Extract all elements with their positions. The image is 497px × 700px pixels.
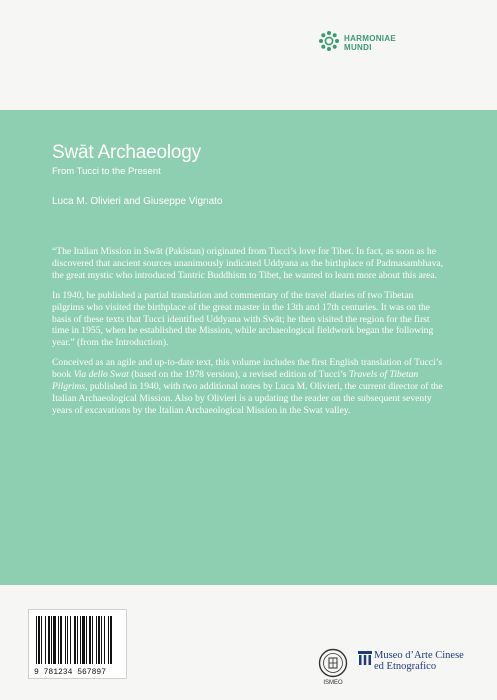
- barcode-bar: [51, 616, 52, 664]
- museum-name-line2: ed Etnografico: [374, 661, 437, 672]
- barcode-bar: [98, 616, 100, 664]
- barcode-bar: [89, 616, 91, 664]
- ismeo-logo: [318, 648, 348, 692]
- barcode-bar: [86, 616, 87, 664]
- barcode-bar: [58, 616, 59, 664]
- barcode-bar: [96, 616, 97, 664]
- book-subtitle: From Tucci to the Present: [52, 166, 161, 177]
- blurb-text: Conceived as an agile and up-to-date text, this volume includes the first English translation of Tucci’s book: [52, 357, 443, 381]
- publisher-name: [344, 34, 396, 52]
- barcode-bars: [35, 616, 123, 666]
- museum-icon: [358, 651, 372, 665]
- barcode-bar: [108, 616, 109, 664]
- barcode-bar: [70, 616, 71, 664]
- harmoniae-mundi-logo-icon: [318, 30, 340, 52]
- barcode-bar: [65, 616, 66, 664]
- ismeo-label: ISMEO: [323, 680, 343, 686]
- barcode-bar: [38, 616, 40, 664]
- barcode-bar: [45, 616, 46, 664]
- publisher-name-line2: MUNDI: [344, 43, 372, 52]
- blurb-text: , published in 1940, with two additional notes by Luca M. Olivieri, the current director of the Italian Archaeological Mission. Also by Olivieri is a updating the reader on the subsequent seventy years of excavations by the Italian Archaeological Mission in the Swat valley.: [52, 381, 443, 416]
- isbn-digits: 9 781234 567897: [34, 668, 107, 677]
- museum-logo: [358, 650, 478, 686]
- barcode-bar: [77, 616, 78, 664]
- ismeo-seal-icon: [318, 648, 348, 678]
- barcode-bar: [110, 616, 112, 664]
- barcode-bar: [53, 616, 56, 664]
- isbn-barcode: [28, 609, 127, 679]
- blurb-paragraph-2: In 1940, he published a partial translation and commentary of the travel diaries of two Tibetan pilgrims who visited the birthplace of the great master in the 13th and 17th centuries. It was on the basis of these texts that Tucci identified Uddyana with Swāt; he then visited the region for the first time in 1955, when he established the Mission, while archaeological fieldwork began the following year.” (from the Introduction).: [52, 289, 434, 349]
- blurb-paragraph-1: “The Italian Mission in Swāt (Pakistan) originated from Tucci’s love for Tibet. In fact, as soon as he discovered that ancient sources unanimously indicated Uddyana as the birthplace of Padmasambhava, the great mystic who introduced Tantric Buddhism to Tibet, he wanted to learn more about this area.: [52, 246, 444, 281]
- barcode-bar: [92, 616, 93, 664]
- book-title: Swāt Archaeology: [52, 142, 201, 163]
- barcode-bar: [101, 616, 102, 664]
- barcode-bar: [60, 616, 62, 664]
- book-authors: Luca M. Olivieri and Giuseppe Vignato: [52, 196, 223, 207]
- publisher-logo: [318, 30, 448, 64]
- barcode-bar: [82, 616, 85, 664]
- museum-name-line1: Museo d’Arte Cinese: [374, 650, 464, 661]
- blurb: [52, 246, 447, 425]
- barcode-bar: [67, 616, 68, 664]
- blurb-italic-title: Via dello Swat: [73, 369, 129, 381]
- barcode-bar: [104, 616, 105, 664]
- museum-name: [374, 650, 464, 672]
- barcode-bar: [48, 616, 50, 664]
- publisher-name-line1: HARMONIAE: [344, 34, 397, 43]
- blurb-paragraph-3: [52, 357, 447, 417]
- barcode-bar: [41, 616, 42, 664]
- blurb-text: (based on the 1978 version), a revised edition of Tucci’s: [128, 369, 349, 381]
- barcode-bar: [74, 616, 76, 664]
- barcode-bar: [36, 616, 37, 664]
- barcode-bar: [80, 616, 81, 664]
- blurb-italic-title: Travels of Tibetan Pilgrims: [52, 369, 419, 393]
